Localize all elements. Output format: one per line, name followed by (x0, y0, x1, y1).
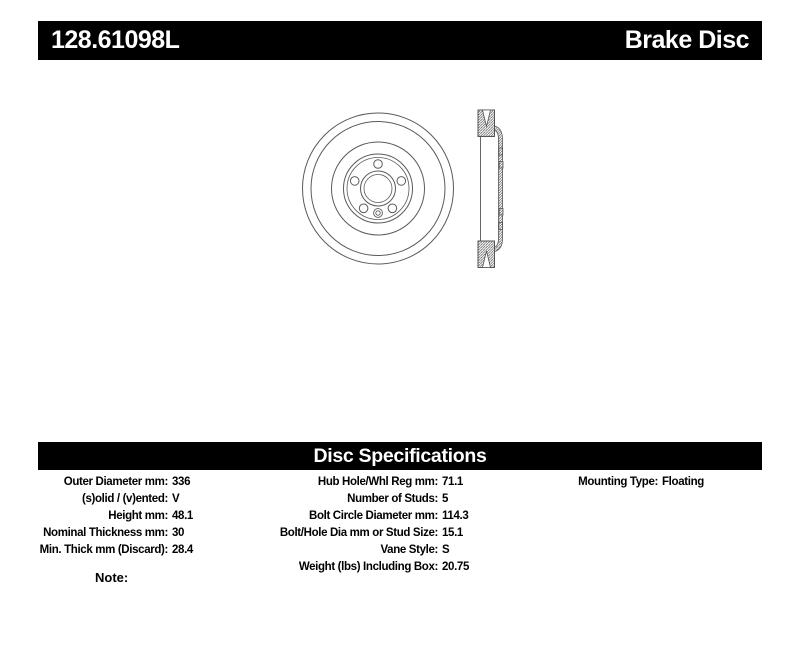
spec-value: 28.4 (172, 543, 193, 556)
brake-disc-drawing (280, 95, 520, 280)
spec-label: Mounting Type: (578, 475, 658, 488)
spec-value: Floating (662, 475, 704, 488)
spec-value: 30 (172, 526, 185, 539)
spec-value: 71.1 (442, 475, 463, 488)
spec-row (38, 541, 288, 558)
spec-column-mounting (578, 473, 762, 575)
title-bar (38, 21, 762, 60)
section-title: Disc Specifications (313, 444, 487, 467)
product-name: Brake Disc (624, 26, 749, 54)
spec-label: Min. Thick mm (Discard): (39, 543, 168, 556)
spec-value: V (172, 492, 180, 505)
spec-label: Weight (lbs) Including Box: (298, 560, 438, 573)
spec-row (288, 490, 584, 507)
spec-label: Number of Studs: (347, 492, 438, 505)
spec-row (288, 473, 584, 490)
spec-label: Height mm: (108, 509, 168, 522)
disc-specifications-header (38, 442, 762, 470)
spec-row (279, 524, 584, 541)
spec-row (288, 507, 584, 524)
spec-value: 20.75 (442, 560, 470, 573)
spec-label: Bolt/Hole Dia mm or Stud Size: (279, 526, 438, 539)
spec-row (288, 558, 584, 575)
spec-row (38, 507, 288, 524)
part-number: 128.61098L (51, 26, 180, 54)
spec-value: 5 (442, 492, 449, 505)
spec-label: Hub Hole/Whl Reg mm: (317, 475, 438, 488)
spec-label: Nominal Thickness mm: (43, 526, 168, 539)
spec-row (578, 473, 762, 490)
spec-value: 48.1 (172, 509, 193, 522)
brake-disc-front-view (303, 113, 454, 264)
spec-column-hub (279, 473, 584, 575)
note-label: Note: (95, 570, 129, 585)
brake-disc-cross-section (478, 110, 503, 268)
spec-column-dimensions (38, 473, 288, 575)
spec-row (38, 524, 288, 541)
spec-value: 114.3 (442, 509, 469, 522)
spec-label: Outer Diameter mm: (63, 475, 168, 488)
spec-table (38, 473, 762, 575)
spec-value: 15.1 (442, 526, 463, 539)
spec-value: 336 (172, 475, 191, 488)
spec-label: (s)olid / (v)ented: (82, 492, 168, 505)
spec-row (288, 541, 584, 558)
spec-value: S (442, 543, 450, 556)
spec-label: Vane Style: (380, 543, 438, 556)
spec-label: Bolt Circle Diameter mm: (309, 509, 438, 522)
spec-row (38, 490, 288, 507)
spec-row (38, 473, 288, 490)
